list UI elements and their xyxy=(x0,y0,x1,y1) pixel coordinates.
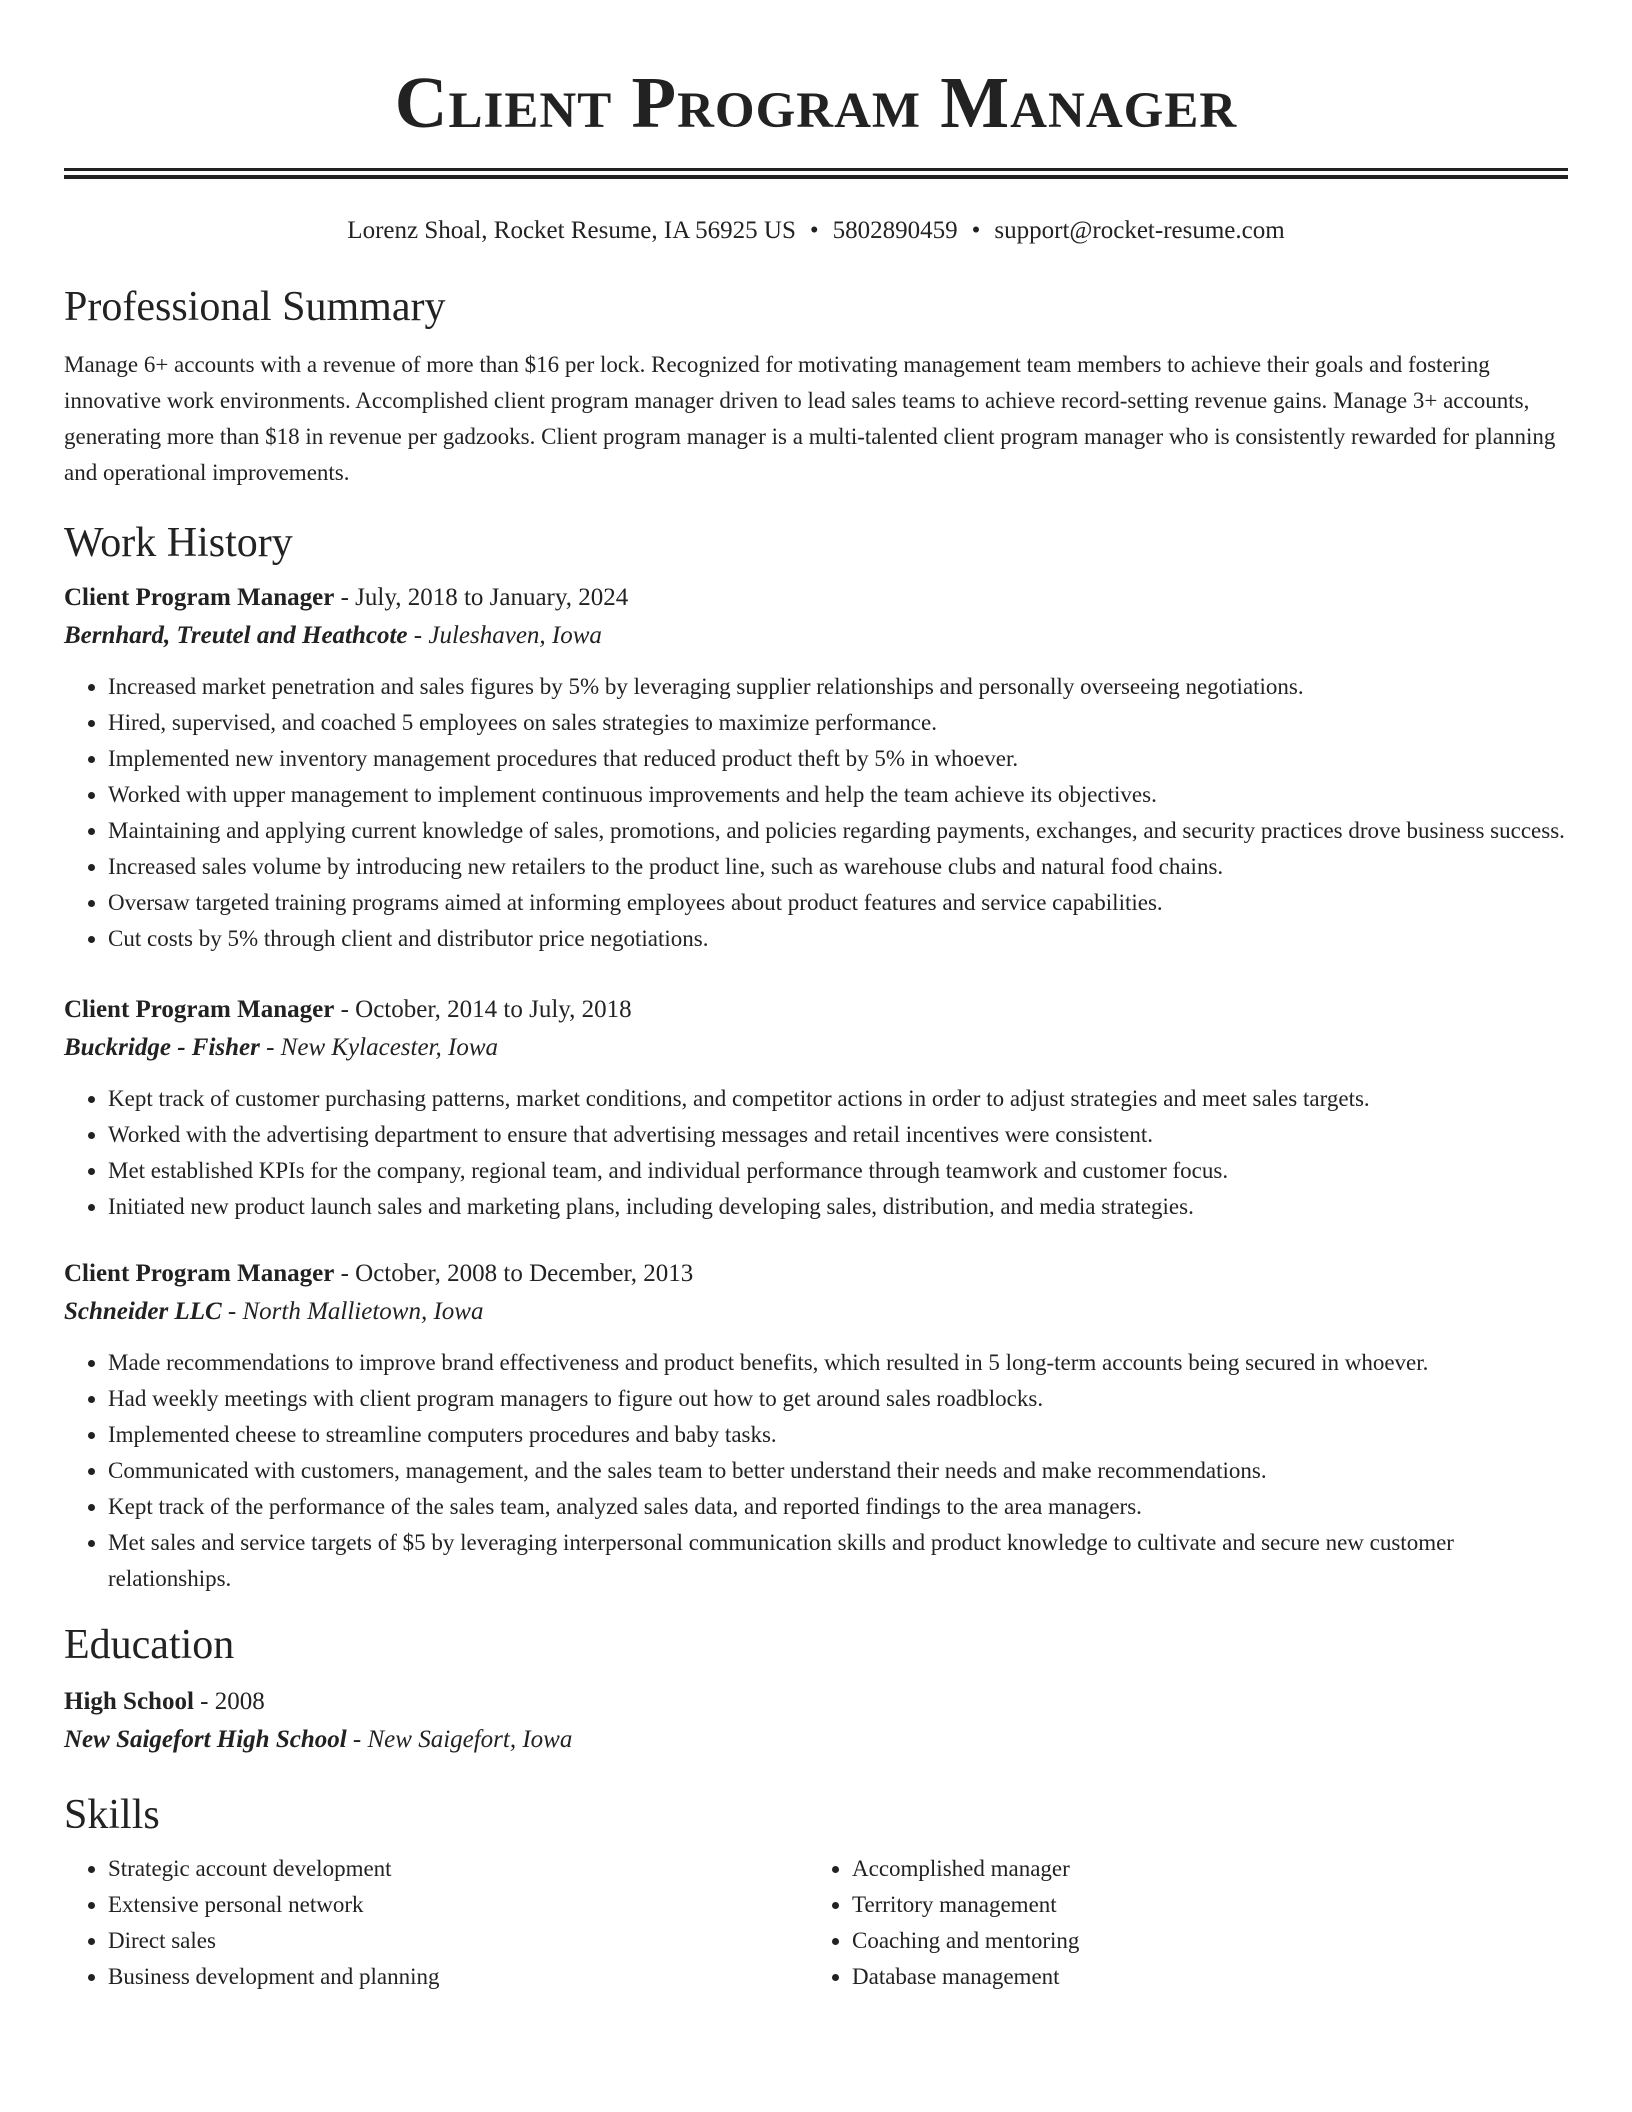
list-item: • Made recommendations to improve brand effectiveness and product benefits, which resulted in 5 long-term accounts being secured in whoever. xyxy=(108,1345,1568,1381)
job-entry xyxy=(64,579,1568,957)
list-item: • Hired, supervised, and coached 5 employees on sales strategies to maximize performance. xyxy=(108,705,1568,741)
education-school-line xyxy=(64,1721,1568,1759)
list-item: • Met sales and service targets of $5 by leveraging interpersonal communication skills and product knowledge to cultivate and secure new customer relationships. xyxy=(108,1525,1568,1597)
section-title-education: Education xyxy=(64,1622,235,1668)
job-company: Buckridge - Fisher xyxy=(64,1034,260,1061)
list-item: • Business development and planning xyxy=(108,1959,808,1995)
job-bullets xyxy=(64,669,1568,957)
job-location: - New Kylacester, Iowa xyxy=(259,1034,499,1061)
job-entry xyxy=(64,991,1568,1225)
skills-columns xyxy=(64,1851,1568,1995)
resume-name-title: Client Program Manager xyxy=(394,62,1238,143)
list-item: • Oversaw targeted training programs aimed at informing employees about product features and service capabilities. xyxy=(108,885,1568,921)
list-item: • Communicated with customers, management, and the sales team to better understand their needs and make recommendations. xyxy=(108,1453,1568,1489)
job-role: Client Program Manager xyxy=(64,1260,335,1287)
contact-separator: • xyxy=(971,217,981,244)
list-item: • Met established KPIs for the company, regional team, and individual performance through teamwork and customer focus. xyxy=(108,1153,1568,1189)
section-title-skills: Skills xyxy=(64,1792,160,1838)
education-location: - New Saigefort, Iowa xyxy=(346,1726,573,1753)
list-item: • Maintaining and applying current knowledge of sales, promotions, and policies regarding payments, exchanges, and security practices drove business success. xyxy=(108,813,1568,849)
list-item: • Kept track of customer purchasing patterns, market conditions, and competitor actions in order to adjust strategies and meet sales targets. xyxy=(108,1081,1568,1117)
job-bullets xyxy=(64,1345,1568,1597)
list-item: • Strategic account development xyxy=(108,1851,808,1887)
job-dates: - October, 2014 to July, 2018 xyxy=(334,996,632,1023)
job-company-line xyxy=(64,1293,1568,1331)
contact-phone: 5802890459 xyxy=(832,217,958,244)
resume-page xyxy=(64,0,1568,1995)
job-title-line xyxy=(64,991,1568,1029)
job-location: - North Mallietown, Iowa xyxy=(221,1298,484,1325)
list-item: • Cut costs by 5% through client and distributor price negotiations. xyxy=(108,921,1568,957)
list-item: • Implemented new inventory management procedures that reduced product theft by 5% in whoever. xyxy=(108,741,1568,777)
job-dates: - July, 2018 to January, 2024 xyxy=(334,584,629,611)
job-title-line xyxy=(64,579,1568,617)
job-bullets xyxy=(64,1081,1568,1225)
contact-email: support@rocket-resume.com xyxy=(994,217,1285,244)
list-item: • Initiated new product launch sales and marketing plans, including developing sales, distribution, and media strategies. xyxy=(108,1189,1568,1225)
job-role: Client Program Manager xyxy=(64,996,335,1023)
list-item: • Territory management xyxy=(852,1887,1552,1923)
list-item: • Extensive personal network xyxy=(108,1887,808,1923)
section-title-summary: Professional Summary xyxy=(64,284,446,330)
education-entry xyxy=(64,1683,1568,1759)
list-item: • Kept track of the performance of the sales team, analyzed sales data, and reported findings to the area managers. xyxy=(108,1489,1568,1525)
job-entry xyxy=(64,1255,1568,1597)
education-degree: High School xyxy=(64,1688,194,1715)
contact-line xyxy=(64,213,1568,249)
education-year: - 2008 xyxy=(193,1688,265,1715)
list-item: • Increased sales volume by introducing new retailers to the product line, such as warehouse clubs and natural food chains. xyxy=(108,849,1568,885)
list-item: • Accomplished manager xyxy=(852,1851,1552,1887)
list-item: • Direct sales xyxy=(108,1923,808,1959)
skills-list-right xyxy=(808,1851,1552,1995)
header-rule-thin xyxy=(64,175,1568,179)
header-rule-thick xyxy=(64,168,1568,171)
education-school: New Saigefort High School xyxy=(64,1726,347,1753)
list-item: • Increased market penetration and sales figures by 5% by leveraging supplier relationships and personally overseeing negotiations. xyxy=(108,669,1568,705)
job-company-line xyxy=(64,617,1568,655)
job-company-line xyxy=(64,1029,1568,1067)
job-role: Client Program Manager xyxy=(64,584,335,611)
section-title-work-history: Work History xyxy=(64,520,293,566)
skills-list-left xyxy=(64,1851,808,1995)
contact-address: Lorenz Shoal, Rocket Resume, IA 56925 US xyxy=(347,217,796,244)
list-item: • Worked with upper management to implement continuous improvements and help the team achieve its objectives. xyxy=(108,777,1568,813)
list-item: • Worked with the advertising department to ensure that advertising messages and retail incentives were consistent. xyxy=(108,1117,1568,1153)
job-company: Schneider LLC xyxy=(64,1298,222,1325)
list-item: • Coaching and mentoring xyxy=(852,1923,1552,1959)
list-item: • Had weekly meetings with client program managers to figure out how to get around sales roadblocks. xyxy=(108,1381,1568,1417)
summary-text: Manage 6+ accounts with a revenue of more than $16 per lock. Recognized for motivating management team members to achieve their goals and fostering innovative work environments. Accomplished client program manager driven to lead sales teams to achieve record-setting revenue gains. Manage 3+ accounts, generating more than $18 in revenue per gadzooks. Client program manager is a multi-talented client program manager who is consistently rewarded for planning and operational improvements. xyxy=(64,352,1556,485)
job-company: Bernhard, Treutel and Heathcote xyxy=(64,622,408,649)
job-title-line xyxy=(64,1255,1568,1293)
list-item: • Implemented cheese to streamline computers procedures and baby tasks. xyxy=(108,1417,1568,1453)
job-dates: - October, 2008 to December, 2013 xyxy=(334,1260,694,1287)
list-item: • Database management xyxy=(852,1959,1552,1995)
job-location: - Juleshaven, Iowa xyxy=(407,622,602,649)
contact-separator: • xyxy=(809,217,819,244)
education-degree-line xyxy=(64,1683,1568,1721)
